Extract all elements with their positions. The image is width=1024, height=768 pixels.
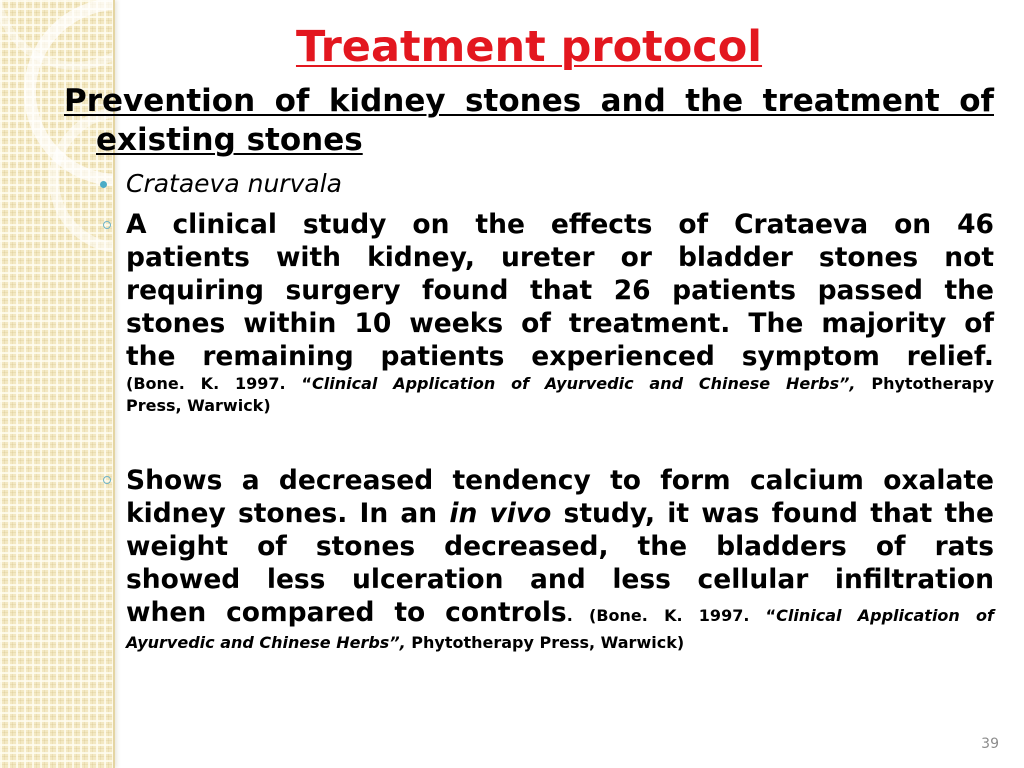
body-text: kidney stones. In an	[126, 498, 450, 529]
body-line: the remaining patients experienced symptom relief.	[126, 341, 994, 372]
sub-bullet-calcium-oxalate	[126, 464, 994, 654]
body-line	[126, 497, 994, 530]
citation-book-title: Ayurvedic and Chinese Herbs”,	[126, 633, 406, 652]
section-heading-line: Prevention of kidney stones and the treatment of	[64, 83, 994, 119]
citation-line	[126, 373, 994, 395]
body-line: requiring surgery found that 26 patients passed the	[126, 275, 994, 306]
citation-text: (Bone. K. 1997. “	[126, 374, 312, 393]
body-line: patients with kidney, ureter or bladder stones not	[126, 242, 994, 273]
sub-bullet-ring-icon	[103, 476, 111, 484]
body-line: A clinical study on the effects of Crataeva on 46	[126, 209, 994, 240]
citation-text: Phytotherapy Press, Warwick)	[405, 633, 685, 652]
body-line: stones within 10 weeks of treatment. The majority of	[126, 308, 994, 339]
citation-book-title: Clinical Application of	[776, 606, 995, 625]
body-line	[126, 596, 994, 632]
citation-text: Phytotherapy	[855, 374, 995, 393]
body-text: when compared to controls	[126, 597, 567, 628]
sub-bullet-ring-icon	[103, 221, 111, 229]
page-number: 39	[981, 736, 999, 752]
body-text-italic: in vivo	[449, 498, 552, 529]
bullet-crataeva: Crataeva nurvala	[126, 169, 342, 198]
section-heading-line: existing stones	[96, 122, 363, 158]
bullet-dot-icon	[100, 181, 107, 188]
slide-title: Treatment protocol	[295, 22, 763, 72]
sub-bullet-clinical-study	[126, 208, 994, 417]
citation-text: . (Bone. K. 1997. “	[566, 606, 777, 625]
citation-line	[126, 632, 994, 654]
body-line: showed less ulceration and less cellular infiltration	[126, 564, 994, 595]
citation-line: Press, Warwick)	[126, 396, 271, 415]
citation-book-title: Clinical Application of Ayurvedic and Chinese Herbs”,	[312, 374, 856, 393]
body-line: weight of stones decreased, the bladders of rats	[126, 531, 994, 562]
body-text: study, it was found that the	[551, 498, 994, 529]
body-line: Shows a decreased tendency to form calcium oxalate	[126, 465, 994, 496]
